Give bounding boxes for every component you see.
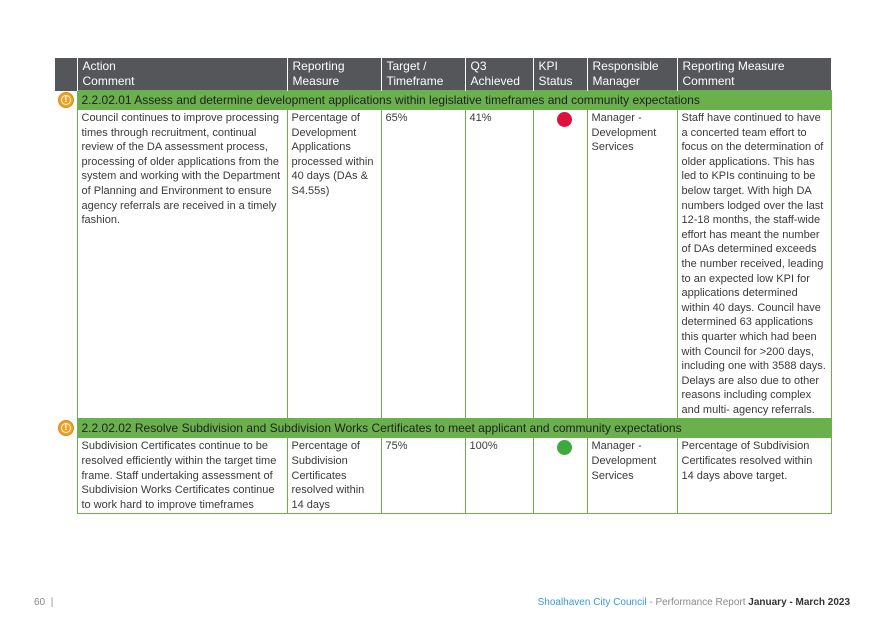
table-row (55, 438, 831, 514)
table-header-row (55, 58, 831, 91)
header-reporting-measure-comment: Reporting Measure Comment (677, 58, 831, 91)
target-value: 75% (381, 438, 465, 514)
action-title: 2.2.02.02 Resolve Subdivision and Subdivision Works Certificates to meet applicant and community expectations (77, 419, 831, 438)
reporting-measure: Percentage of Development Applications processed within 40 days (DAs & S4.55s) (287, 110, 381, 419)
header-q3-achieved: Q3 Achieved (465, 58, 533, 91)
warning-icon: ! (58, 92, 74, 108)
reporting-measure: Percentage of Subdivision Certificates resolved within 14 days (287, 438, 381, 514)
status-dot-icon (557, 112, 572, 127)
action-title-row (55, 91, 831, 110)
kpi-status (533, 110, 587, 419)
header-reporting-measure: Reporting Measure (287, 58, 381, 91)
responsible-manager: Manager - Development Services (587, 110, 677, 419)
action-title: 2.2.02.01 Assess and determine development applications within legislative timeframes and community expectations (77, 91, 831, 110)
measure-comment: Staff have continued to have a concerted team effort to focus on the determination of older applications. This has led to KPIs continuing to be below target. With high DA numbers lodged over the last 12-18 months, the staff-wide effort has meant the number of DAs determined exceeds the number received, leading to an expected low KPI for applications determined within 40 days. Council have determined 63 applications this quarter which had been with Council for >200 days, including one with 3588 days. Delays are also due to other reasons including complex and multi- agency referrals. (677, 110, 831, 419)
target-value: 65% (381, 110, 465, 419)
performance-table (55, 58, 831, 514)
kpi-status (533, 438, 587, 514)
header-kpi-status: KPI Status (533, 58, 587, 91)
responsible-manager: Manager - Development Services (587, 438, 677, 514)
measure-comment: Percentage of Subdivision Certificates resolved within 14 days above target. (677, 438, 831, 514)
footer-org: Shoalhaven City Council (537, 597, 647, 608)
achieved-value: 100% (465, 438, 533, 514)
header-icon-column (55, 58, 77, 91)
footer-period: January - March 2023 (748, 597, 850, 608)
action-title-row (55, 419, 831, 438)
action-comment: Subdivision Certificates continue to be resolved efficiently within the target time frame. Staff undertaking assessment of Subdivision Works Certificates continue to work hard to improve timeframes (77, 438, 287, 514)
table-row (55, 110, 831, 419)
page-number: 60 | (34, 597, 54, 608)
achieved-value: 41% (465, 110, 533, 419)
footer-title: Shoalhaven City Council - Performance Report January - March 2023 (537, 597, 850, 608)
action-comment: Council continues to improve processing times through recruitment, continual review of the DA assessment process, processing of older applications from the system and working with the Department of Planning and Environment to ensure agency referrals are received in a timely fashion. (77, 110, 287, 419)
status-dot-icon (557, 440, 572, 455)
header-responsible-manager: Responsible Manager (587, 58, 677, 91)
warning-icon: ! (58, 420, 74, 436)
header-target-timeframe: Target / Timeframe (381, 58, 465, 91)
header-action-comment: Action Comment (77, 58, 287, 91)
